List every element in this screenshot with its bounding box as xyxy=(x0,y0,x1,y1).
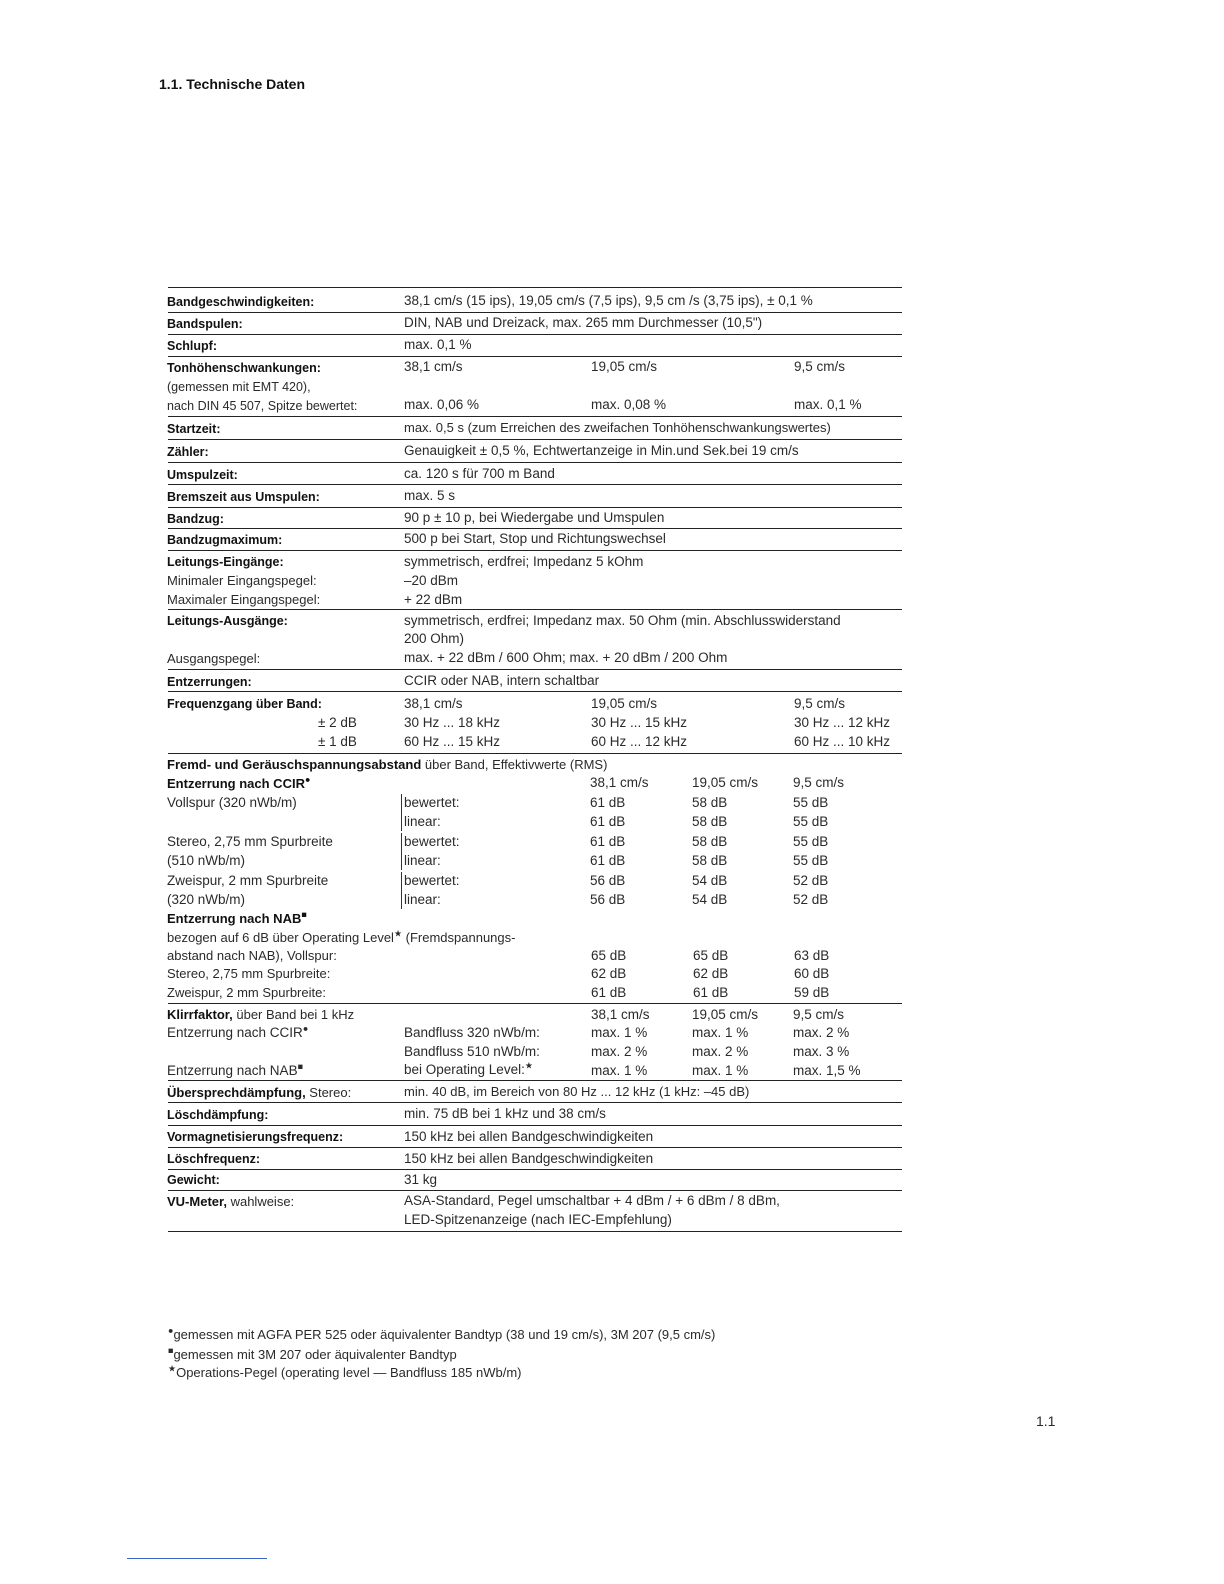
spec-sublabel: nach DIN 45 507, Spitze bewertet: xyxy=(167,399,358,413)
speed-header: 38,1 cm/s xyxy=(590,775,649,790)
snr-value: 56 dB xyxy=(590,873,626,888)
page-number: 1.1 xyxy=(1036,1413,1056,1429)
track-label: (320 nWb/m) xyxy=(167,892,246,907)
spec-value: DIN, NAB und Dreizack, max. 265 mm Durchmesser (10,5") xyxy=(404,315,763,330)
thd-value: max. 1 % xyxy=(692,1025,749,1040)
nab-text-a: bezogen auf 6 dB über Operating Level xyxy=(167,930,394,945)
square-icon: ■ xyxy=(301,909,307,920)
snr-value: 62 dB xyxy=(693,966,729,981)
weighting-label: bewertet: xyxy=(404,795,460,810)
spec-label: Leitungs-Ausgänge: xyxy=(167,614,288,628)
snr-value: 65 dB xyxy=(591,948,627,963)
circle-icon: ● xyxy=(304,774,311,785)
row-rule xyxy=(168,753,902,754)
thd-label-bold: Klirrfaktor, xyxy=(167,1007,233,1022)
footnote-text: Operations-Pegel (operating level — Bandfluss 185 nWb/m) xyxy=(176,1365,522,1380)
spec-value: 150 kHz bei allen Bandgeschwindigkeiten xyxy=(404,1129,654,1144)
spec-label: Bandzug: xyxy=(167,512,224,526)
spec-value: max. 5 s xyxy=(404,488,456,503)
speed-header: 19,05 cm/s xyxy=(591,359,658,374)
snr-value: 58 dB xyxy=(692,814,728,829)
thd-value: max. 1 % xyxy=(692,1063,749,1078)
snr-value: 52 dB xyxy=(793,892,829,907)
row-rule xyxy=(168,1147,902,1148)
weighting-label: bewertet: xyxy=(404,834,460,849)
speed-header: 19,05 cm/s xyxy=(591,696,658,711)
footnote xyxy=(168,1363,522,1380)
flux-label: Bandfluss 510 nWb/m: xyxy=(404,1044,540,1059)
row-rule xyxy=(168,484,902,485)
snr-title-bold: Fremd- und Geräuschspannungsabstand xyxy=(167,757,422,772)
snr-value: 56 dB xyxy=(590,892,626,907)
spec-value: 150 kHz bei allen Bandgeschwindigkeiten xyxy=(404,1151,654,1166)
snr-value: 54 dB xyxy=(692,892,728,907)
nab-text-b: (Fremdspannungs- xyxy=(402,930,516,945)
snr-value: 52 dB xyxy=(793,873,829,888)
thd-ccir-text: Entzerrung nach CCIR xyxy=(167,1025,303,1040)
snr-value: 61 dB xyxy=(590,814,626,829)
spec-value: CCIR oder NAB, intern schaltbar xyxy=(404,673,600,688)
spec-label: Leitungs-Eingänge: xyxy=(167,555,284,569)
snr-value: 61 dB xyxy=(590,834,626,849)
spec-label: Frequenzgang über Band: xyxy=(167,697,322,711)
spec-value: 200 Ohm) xyxy=(404,631,465,646)
row-rule xyxy=(168,609,902,610)
spec-value: Genauigkeit ± 0,5 %, Echtwertanzeige in Min.und Sek.bei 19 cm/s xyxy=(404,443,799,458)
weighting-label: bewertet: xyxy=(404,873,460,888)
spec-value: max. 0,5 s (zum Erreichen des zweifachen Tonhöhenschwankungswertes) xyxy=(404,420,831,435)
row-rule xyxy=(168,462,902,463)
star-icon: ★ xyxy=(393,928,403,939)
spec-sublabel: Minimaler Eingangspegel: xyxy=(167,573,317,588)
spec-label: Löschfrequenz: xyxy=(167,1152,261,1166)
snr-value: 60 dB xyxy=(794,966,830,981)
speed-header: 38,1 cm/s xyxy=(404,696,463,711)
flux-label-text: bei Operating Level: xyxy=(404,1062,525,1077)
spec-value: min. 75 dB bei 1 kHz und 38 cm/s xyxy=(404,1106,606,1121)
thd-value: max. 1 % xyxy=(591,1063,648,1078)
snr-value: 54 dB xyxy=(692,873,728,888)
speed-header: 19,05 cm/s xyxy=(692,1007,759,1022)
weighting-label: linear: xyxy=(404,892,441,907)
vu-label-rest: wahlweise: xyxy=(226,1194,295,1209)
spec-value: 30 Hz ... 15 kHz xyxy=(591,715,688,730)
snr-value: 61 dB xyxy=(590,795,626,810)
snr-value: 61 dB xyxy=(591,985,627,1000)
row-rule xyxy=(168,1102,902,1103)
row-rule xyxy=(168,507,902,508)
star-icon: ★ xyxy=(168,1363,177,1374)
bracket-line xyxy=(401,872,402,909)
spec-value: ASA-Standard, Pegel umschaltbar + 4 dBm / + 6 dBm / 8 dBm, xyxy=(404,1193,780,1208)
thd-label xyxy=(167,1008,354,1021)
square-icon: ■ xyxy=(297,1061,304,1072)
thd-value: max. 3 % xyxy=(793,1044,850,1059)
spec-value: 500 p bei Start, Stop und Richtungswechsel xyxy=(404,531,666,546)
ccir-label-text: Entzerrung nach CCIR xyxy=(167,776,305,791)
snr-value: 61 dB xyxy=(590,853,626,868)
snr-value: 62 dB xyxy=(591,966,627,981)
spec-value: max. 0,08 % xyxy=(591,397,667,412)
snr-value: 58 dB xyxy=(692,795,728,810)
circle-icon: ● xyxy=(168,1325,174,1336)
snr-value: 55 dB xyxy=(793,795,829,810)
spec-sublabel: (gemessen mit EMT 420), xyxy=(167,380,311,394)
row-rule xyxy=(168,356,902,357)
spec-value: + 22 dBm xyxy=(404,592,463,607)
footnote-text: gemessen mit AGFA PER 525 oder äquivalenter Bandtyp (38 und 19 cm/s), 3M 207 (9,5 cm/s) xyxy=(173,1327,716,1342)
nab-text xyxy=(167,928,516,945)
spec-value: ca. 120 s für 700 m Band xyxy=(404,466,555,481)
flux-label xyxy=(404,1060,533,1077)
thd-nab-text: Entzerrung nach NAB xyxy=(167,1063,298,1078)
snr-title xyxy=(167,758,607,771)
weighting-label: linear: xyxy=(404,814,441,829)
spec-label: Schlupf: xyxy=(167,339,217,353)
row-rule xyxy=(168,550,902,551)
speed-header: 38,1 cm/s xyxy=(404,359,463,374)
spec-value: min. 40 dB, im Bereich von 80 Hz ... 12 kHz (1 kHz: –45 dB) xyxy=(404,1084,750,1099)
weighting-label: linear: xyxy=(404,853,441,868)
snr-value: 55 dB xyxy=(793,853,829,868)
spec-label: Tonhöhenschwankungen: xyxy=(167,361,321,375)
snr-value: 58 dB xyxy=(692,853,728,868)
speed-header: 9,5 cm/s xyxy=(794,359,846,374)
spec-label: Vormagnetisierungsfrequenz: xyxy=(167,1130,344,1144)
spec-label: Zähler: xyxy=(167,445,209,459)
row-rule xyxy=(168,1080,902,1081)
bracket-line xyxy=(401,833,402,870)
track-label: (510 nWb/m) xyxy=(167,853,246,868)
speed-header: 38,1 cm/s xyxy=(591,1007,650,1022)
thd-eq-label xyxy=(167,1023,309,1040)
crosstalk-label-rest: Stereo: xyxy=(305,1085,352,1100)
spec-value: LED-Spitzenanzeige (nach IEC-Empfehlung) xyxy=(404,1212,672,1227)
spec-value: 60 Hz ... 12 kHz xyxy=(591,734,688,749)
snr-value: 59 dB xyxy=(794,985,830,1000)
thd-value: max. 1,5 % xyxy=(793,1063,861,1078)
spec-value: symmetrisch, erdfrei; Impedanz 5 kOhm xyxy=(404,554,644,569)
table-top-rule xyxy=(168,287,902,288)
snr-value: 55 dB xyxy=(793,814,829,829)
spec-value: 60 Hz ... 15 kHz xyxy=(404,734,501,749)
speed-header: 19,05 cm/s xyxy=(692,775,759,790)
vu-label-bold: VU-Meter, xyxy=(167,1194,227,1209)
spec-label: Bandspulen: xyxy=(167,317,243,331)
row-rule xyxy=(168,669,902,670)
blue-line xyxy=(127,1558,267,1559)
speed-header: 9,5 cm/s xyxy=(793,775,845,790)
spec-label: Bandzugmaximum: xyxy=(167,533,283,547)
row-rule xyxy=(168,1003,902,1004)
spec-value: 90 p ± 10 p, bei Wiedergabe und Umspulen xyxy=(404,510,665,525)
snr-value: 65 dB xyxy=(693,948,729,963)
spec-label: Bandgeschwindigkeiten: xyxy=(167,295,315,309)
footnote xyxy=(168,1345,457,1362)
row-rule xyxy=(168,528,902,529)
spec-label: Löschdämpfung: xyxy=(167,1108,269,1122)
thd-value: max. 1 % xyxy=(591,1025,648,1040)
track-label: Vollspur (320 nWb/m) xyxy=(167,795,297,810)
spec-label: Entzerrungen: xyxy=(167,675,252,689)
spec-value: 30 Hz ... 18 kHz xyxy=(404,715,501,730)
snr-value: 55 dB xyxy=(793,834,829,849)
tolerance-label: ± 1 dB xyxy=(318,734,357,749)
row-rule xyxy=(168,1190,902,1191)
snr-value: 63 dB xyxy=(794,948,830,963)
spec-value: –20 dBm xyxy=(404,573,459,588)
thd-label-rest: über Band bei 1 kHz xyxy=(232,1007,355,1022)
row-rule xyxy=(168,334,902,335)
spec-sublabel: Maximaler Eingangspegel: xyxy=(167,592,321,607)
speed-header: 9,5 cm/s xyxy=(793,1007,845,1022)
snr-value: 58 dB xyxy=(692,834,728,849)
thd-value: max. 2 % xyxy=(591,1044,648,1059)
footnote xyxy=(168,1325,716,1342)
speed-header: 9,5 cm/s xyxy=(794,696,846,711)
row-rule xyxy=(168,312,902,313)
nab-label xyxy=(167,909,307,926)
crosstalk-label xyxy=(167,1086,351,1099)
thd-eq-label xyxy=(167,1061,304,1078)
page-title: 1.1. Technische Daten xyxy=(159,76,306,92)
row-rule xyxy=(168,1125,902,1126)
nab-label-text: Entzerrung nach NAB xyxy=(167,911,302,926)
snr-title-rest: über Band, Effektivwerte (RMS) xyxy=(421,757,608,772)
circle-icon: ● xyxy=(302,1023,309,1034)
row-rule xyxy=(168,1169,902,1170)
spec-value: symmetrisch, erdfrei; Impedanz max. 50 Ohm (min. Abschlusswiderstand xyxy=(404,613,841,628)
track-label: Zweispur, 2 mm Spurbreite xyxy=(167,873,329,888)
bracket-line xyxy=(401,794,402,831)
snr-value: 61 dB xyxy=(693,985,729,1000)
tolerance-label: ± 2 dB xyxy=(318,715,357,730)
row-rule xyxy=(168,416,902,417)
spec-label: Gewicht: xyxy=(167,1173,220,1187)
spec-label: Umspulzeit: xyxy=(167,468,238,482)
row-rule xyxy=(168,439,902,440)
spec-value: 38,1 cm/s (15 ips), 19,05 cm/s (7,5 ips), 9,5 cm /s (3,75 ips), ± 0,1 % xyxy=(404,293,813,308)
spec-value: 60 Hz ... 10 kHz xyxy=(794,734,891,749)
spec-value: 30 Hz ... 12 kHz xyxy=(794,715,891,730)
spec-value: max. 0,06 % xyxy=(404,397,480,412)
crosstalk-label-bold: Übersprechdämpfung, xyxy=(167,1085,306,1100)
spec-value: max. 0,1 % xyxy=(794,397,862,412)
thd-value: max. 2 % xyxy=(692,1044,749,1059)
spec-label: Startzeit: xyxy=(167,422,221,436)
spec-value: max. 0,1 % xyxy=(404,337,472,352)
nab-text: Zweispur, 2 mm Spurbreite: xyxy=(167,985,326,1000)
row-rule xyxy=(168,691,902,692)
thd-value: max. 2 % xyxy=(793,1025,850,1040)
table-bottom-rule xyxy=(168,1231,902,1232)
flux-label: Bandfluss 320 nWb/m: xyxy=(404,1025,540,1040)
spec-value: max. + 22 dBm / 600 Ohm; max. + 20 dBm / 200 Ohm xyxy=(404,650,728,665)
nab-text: Stereo, 2,75 mm Spurbreite: xyxy=(167,966,331,981)
ccir-label xyxy=(167,774,311,791)
footnote-text: gemessen mit 3M 207 oder äquivalenter Bandtyp xyxy=(173,1347,457,1362)
vu-label xyxy=(167,1195,294,1208)
spec-label: Bremszeit aus Umspulen: xyxy=(167,490,320,504)
spec-sublabel: Ausgangspegel: xyxy=(167,651,261,666)
spec-value: 31 kg xyxy=(404,1172,438,1187)
square-icon: ■ xyxy=(168,1345,174,1356)
nab-text: abstand nach NAB), Vollspur: xyxy=(167,948,337,963)
star-icon: ★ xyxy=(524,1060,533,1071)
track-label: Stereo, 2,75 mm Spurbreite xyxy=(167,834,333,849)
